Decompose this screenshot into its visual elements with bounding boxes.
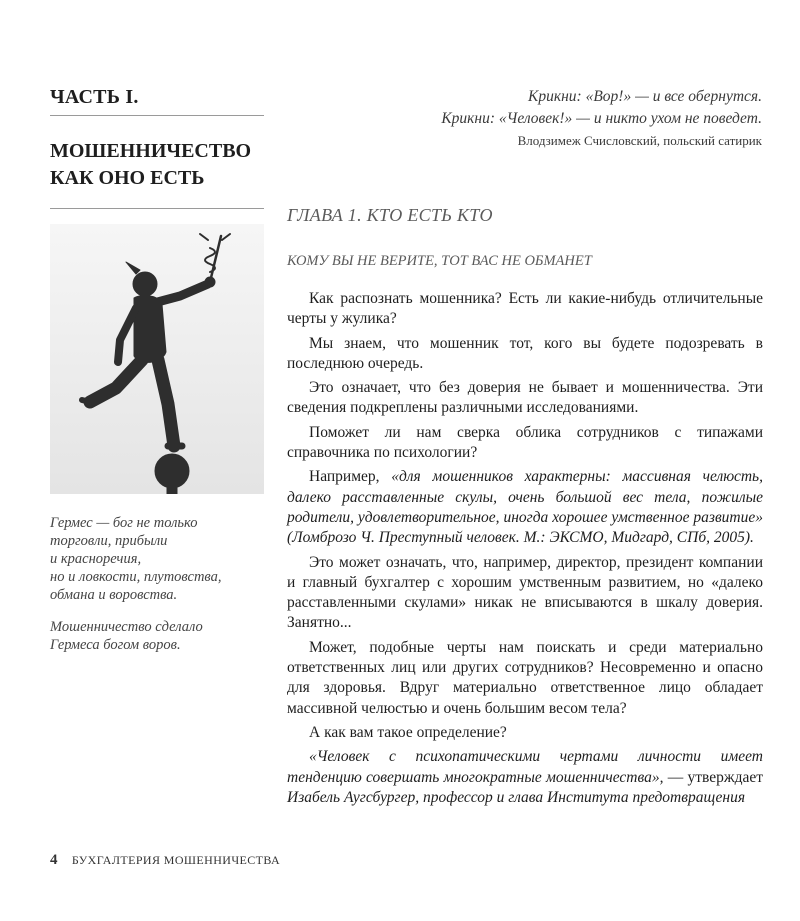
body-paragraph [287, 467, 763, 548]
quote-run: «Человек с психопатическими чертами личности имеет тенденцию совершать многократные мошенничества», [287, 748, 763, 786]
chapter-title: ГЛАВА 1. КТО ЕСТЬ КТО [287, 205, 493, 225]
epigraph-author: Влодзимеж Счисловский, польский сатирик [517, 133, 762, 148]
caption-paragraph-1 [50, 514, 264, 604]
epigraph-line-2: Крикни: «Человек!» — и никто ухом не поведет. [441, 110, 762, 127]
page-footer [50, 852, 280, 869]
caption-line: Мошенничество сделало [50, 619, 203, 635]
epigraph-line-1: Крикни: «Вор!» — и все обернутся. [528, 88, 762, 105]
section-title-line-1: МОШЕННИЧЕСТВО [50, 140, 252, 162]
body-paragraph: Это может означать, что, например, директор, президент компании и главный бухгалтер с хорошим умственным развитием, но «далеко расставленными скулами» никак не вписываются в шкалу доверия. Занятно... [287, 553, 763, 632]
caption-paragraph-2 [50, 618, 264, 654]
caption-line: Гермес — бог не только [50, 515, 198, 531]
part-title: ЧАСТЬ I. [50, 86, 264, 116]
body-paragraph: А как вам такое определение? [309, 723, 507, 741]
body-paragraph: Может, подобные черты нам поискать и среди материально ответственных лиц или других сотрудников? Несовременно и опасно для здоровья. Вдруг материально ответственное лицо обладает массивной челюстью и очень большим весом тела? [287, 638, 763, 717]
body-text [287, 289, 763, 812]
body-paragraph: Это означает, что без доверия не бывает и мошенничества. Эти сведения подкреплены различными исследованиями. [287, 379, 763, 417]
body-paragraph: Мы знаем, что мошенник тот, кого вы будете подозревать в последнюю очередь. [287, 334, 763, 372]
hermes-statue-photo [50, 224, 264, 494]
figure-caption [50, 514, 264, 668]
text-run: Например, [309, 468, 392, 486]
running-title: БУХГАЛТЕРИЯ МОШЕННИЧЕСТВА [71, 853, 281, 867]
body-paragraph: Поможет ли нам сверка облика сотрудников с типажами справочника по психологии? [287, 423, 763, 462]
caption-line: торговли, прибыли [50, 533, 168, 549]
caption-line: обмана и воровства. [50, 587, 178, 603]
epigraph [441, 86, 762, 152]
body-paragraph [287, 747, 763, 808]
caption-line: и красноречия, [50, 551, 142, 567]
hermes-statue-illustration [50, 224, 264, 494]
section-title-line-2: КАК ОНО ЕСТЬ [50, 167, 205, 189]
section-title [50, 138, 264, 209]
quote-run: «для мошенников характерны: массивная челюсть, далеко расставленные скулы, очень большой вес тела, пожилые родители, удовлетворительное, иногда хорошее умственное развитие» (Ломброзо Ч. Преступный человек. М.: ЭКСМО, Мидгард, СПб, 2005). [287, 468, 763, 547]
chapter-subtitle: КОМУ ВЫ НЕ ВЕРИТЕ, ТОТ ВАС НЕ ОБМАНЕТ [287, 253, 592, 269]
caption-line: Гермеса богом воров. [50, 637, 181, 653]
text-run: — утверждает [663, 768, 763, 786]
quote-run: Изабель Аугсбургер, профессор и глава Института предотвращения [287, 788, 746, 806]
page-number: 4 [50, 852, 58, 868]
caption-line: но и ловкости, плутовства, [50, 569, 222, 585]
body-paragraph: Как распознать мошенника? Есть ли какие-нибудь отличительные черты у жулика? [287, 290, 763, 328]
